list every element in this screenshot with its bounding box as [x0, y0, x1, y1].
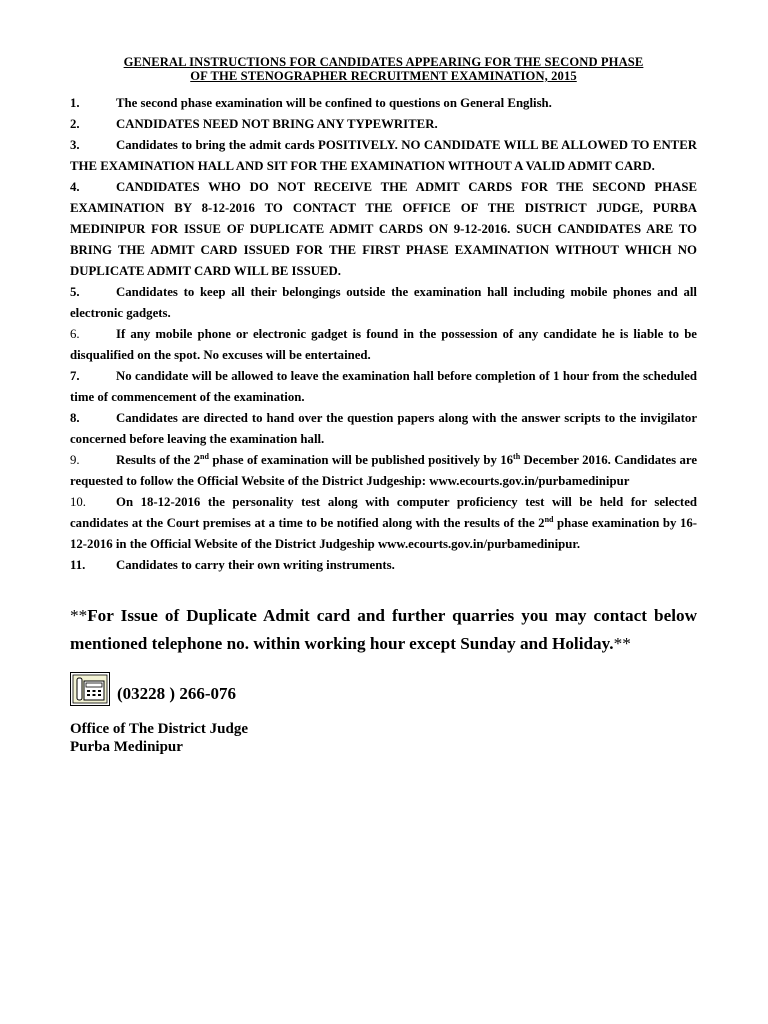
instruction-item-3: 3. Candidates to bring the admit cards POSITIVELY. NO CANDIDATE WILL BE ALLOWED TO ENTER THE EXAMINATION HALL AND SIT FOR THE EXAMINATION WITHOUT A VALID ADMIT CARD. — [70, 138, 697, 173]
instruction-item-5: 5. Candidates to keep all their belongings outside the examination hall including mobile phones and all electronic gadgets. — [70, 285, 697, 320]
instruction-item-4: 4. CANDIDATES WHO DO NOT RECEIVE THE ADMIT CARDS FOR THE SECOND PHASE EXAMINATION BY 8-12-2016 TO CONTACT THE OFFICE OF THE DISTRICT JUDGE, PURBA MEDINIPUR FOR ISSUE OF DUPLICATE ADMIT CARDS ON 9-12-2016. SUCH CANDIDATES ARE TO BRING THE ADMIT CARD ISSUED FOR THE FIRST PHASE EXAMINATION WITHOUT WHICH NO DUPLICATE ADMIT CARD WILL BE ISSUED. — [70, 180, 697, 278]
telephone-icon — [70, 672, 110, 706]
title-line-2: OF THE STENOGRAPHER RECRUITMENT EXAMINATION, 2015 — [190, 69, 577, 83]
document-page — [70, 55, 697, 756]
instructions-list — [70, 93, 697, 576]
instruction-item-10: 10. On 18-12-2016 the personality test along with computer proficiency test will be held for selected candidates at the Court premises at a time to be notified along with the results of the 2nd phase examination by 16-12-2016 in the Official Website of the District Judgeship www.ecourts.gov.in/purbamedinipur. — [70, 495, 698, 551]
office-line-1: Office of The District Judge — [70, 721, 249, 737]
title-line-1: GENERAL INSTRUCTIONS FOR CANDIDATES APPEARING FOR THE SECOND PHASE — [123, 55, 644, 69]
phone-row — [70, 672, 697, 706]
instruction-item-6: 6. If any mobile phone or electronic gadget is found in the possession of any candidate he is liable to be disqualified on the spot. No excuses will be entertained. — [70, 327, 697, 362]
instruction-item-11: 11. Candidates to carry their own writing instruments. — [70, 558, 395, 572]
office-line-2: Purba Medinipur — [70, 739, 183, 755]
instruction-item-8: 8. Candidates are directed to hand over the question papers along with the answer scripts to the invigilator concerned before leaving the examination hall. — [70, 411, 697, 446]
contact-notice: **For Issue of Duplicate Admit card and further quarries you may contact below mentioned telephone no. within working hour except Sunday and Holiday.** — [70, 606, 697, 653]
phone-number: (03228 ) 266-076 — [117, 684, 236, 703]
instruction-item-7: 7. No candidate will be allowed to leave the examination hall before completion of 1 hour from the scheduled time of commencement of the examination. — [70, 369, 697, 404]
document-title — [70, 55, 697, 83]
instruction-item-1: 1. The second phase examination will be confined to questions on General English. — [70, 96, 552, 110]
instruction-item-9: 9. Results of the 2nd phase of examination will be published positively by 16th December 2016. Candidates are requested to follow the Official Website of the District Judgeship: www.ecourts.gov.in/purbamedinipur — [70, 452, 698, 488]
office-signature — [70, 720, 697, 756]
instruction-item-2: 2. CANDIDATES NEED NOT BRING ANY TYPEWRITER. — [70, 117, 438, 131]
